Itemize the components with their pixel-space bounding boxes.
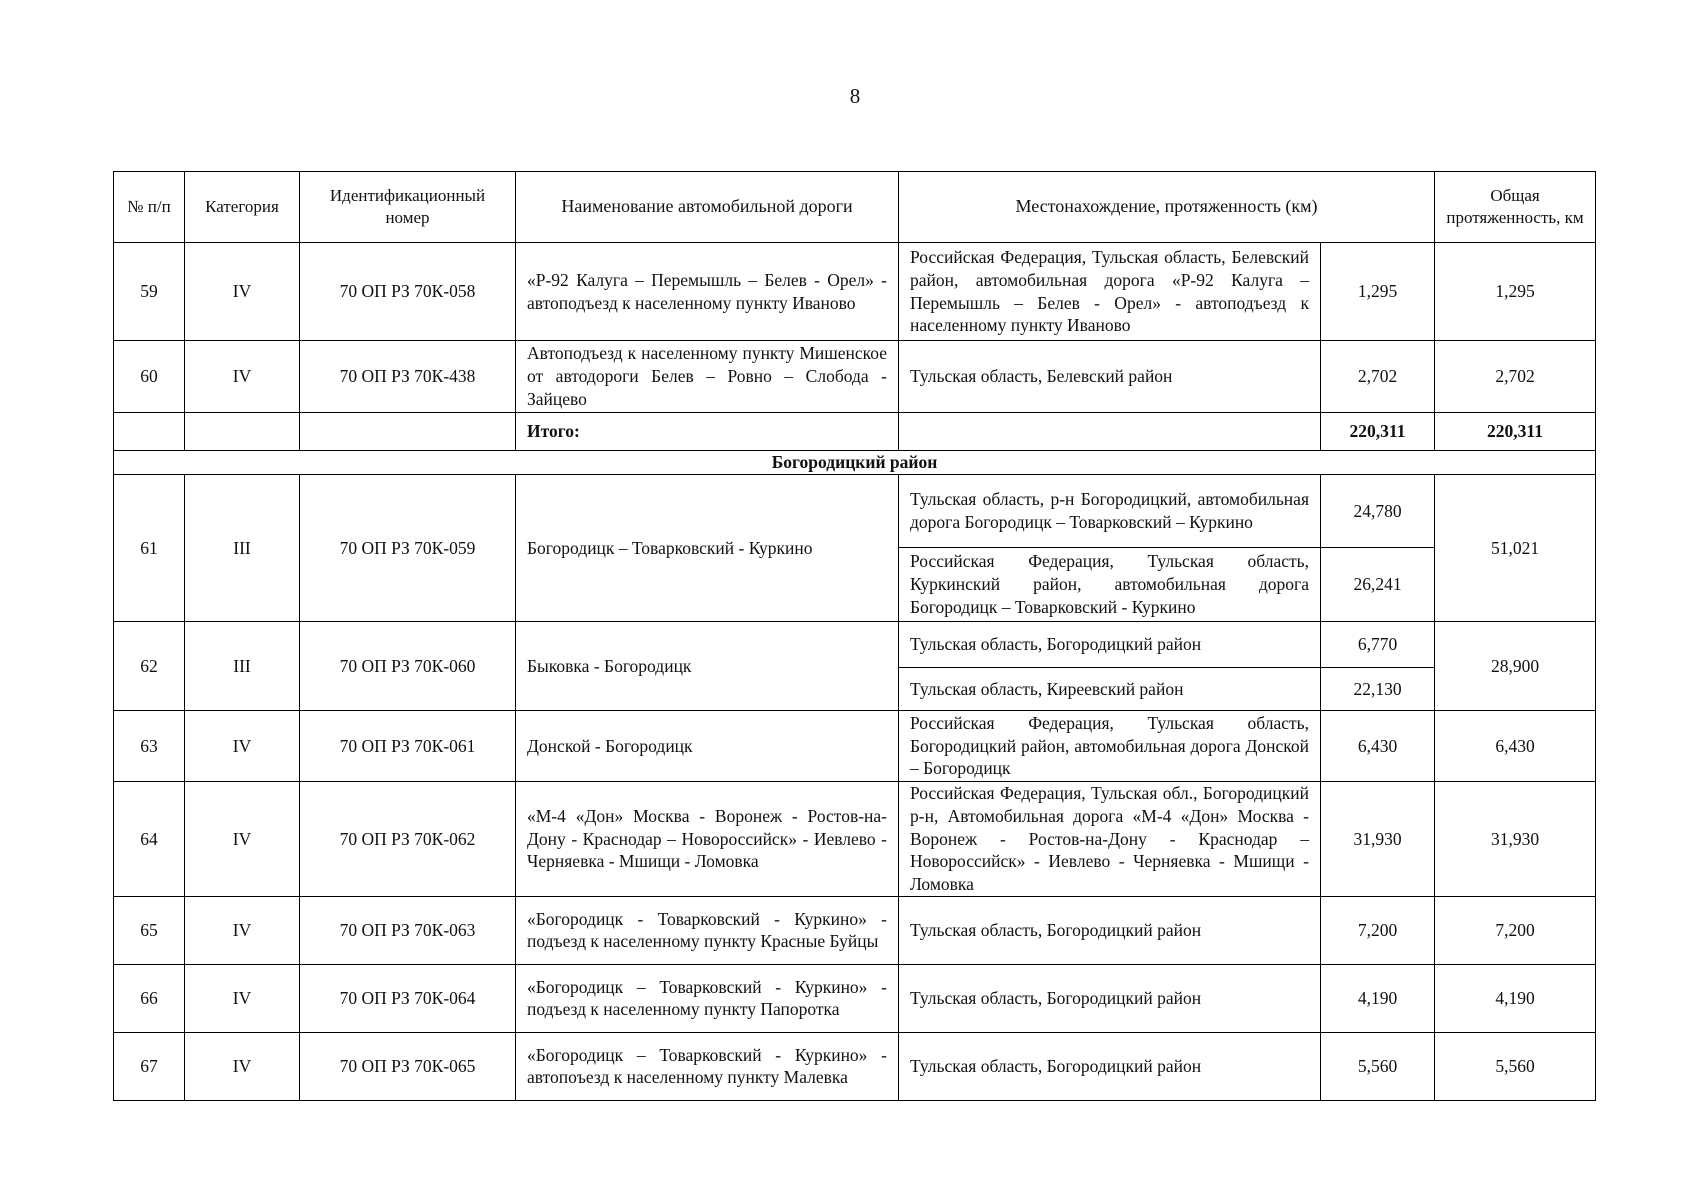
row-km: 6,430: [1321, 711, 1435, 782]
row-name: «Богородицк – Товарковский - Куркино» - подъезд к населенному пункту Папоротка: [516, 964, 899, 1032]
table-row: [114, 964, 1596, 1032]
row-total: 7,200: [1435, 896, 1596, 964]
row-location: Тульская область, Киреевский район: [899, 668, 1321, 711]
row-total: 5,560: [1435, 1032, 1596, 1100]
header-location: Местонахождение, протяженность (км): [899, 172, 1435, 243]
row-total: 51,021: [1435, 475, 1596, 622]
row-num: 67: [114, 1032, 185, 1100]
header-row: [114, 172, 1596, 243]
row-location: Тульская область, Богородицкий район: [899, 622, 1321, 668]
row-id: 70 ОП РЗ 70К-059: [300, 475, 516, 622]
row-km: 5,560: [1321, 1032, 1435, 1100]
row-total: 31,930: [1435, 782, 1596, 897]
row-id: 70 ОП РЗ 70К-058: [300, 243, 516, 341]
subtotal-label: Итого:: [516, 413, 899, 451]
subtotal-km: 220,311: [1321, 413, 1435, 451]
row-location: Тульская область, Богородицкий район: [899, 964, 1321, 1032]
row-category: III: [185, 475, 300, 622]
row-num: 66: [114, 964, 185, 1032]
row-total: 6,430: [1435, 711, 1596, 782]
row-km: 1,295: [1321, 243, 1435, 341]
row-name: «Р-92 Калуга – Перемышль – Белев - Орел» - автоподъезд к населенному пункту Иваново: [516, 243, 899, 341]
row-total: 1,295: [1435, 243, 1596, 341]
header-num: № п/п: [114, 172, 185, 243]
row-location: Тульская область, Белевский район: [899, 341, 1321, 413]
row-name: «Богородицк – Товарковский - Куркино» - автопоъезд к населенному пункту Малевка: [516, 1032, 899, 1100]
row-location: Российская Федерация, Тульская область, Куркинский район, автомобильная дорога Богородицк – Товарковский - Куркино: [899, 548, 1321, 622]
row-km: 22,130: [1321, 668, 1435, 711]
row-category: IV: [185, 341, 300, 413]
header-id: Идентификационный номер: [300, 172, 516, 243]
row-total: 28,900: [1435, 622, 1596, 711]
row-total: 2,702: [1435, 341, 1596, 413]
row-category: IV: [185, 1032, 300, 1100]
row-num: 63: [114, 711, 185, 782]
row-id: 70 ОП РЗ 70К-063: [300, 896, 516, 964]
row-category: IV: [185, 711, 300, 782]
header-total: Общая протяженность, км: [1435, 172, 1596, 243]
row-name: Автоподъезд к населенному пункту Мишенское от автодороги Белев – Ровно – Слобода - Зайцево: [516, 341, 899, 413]
row-num: 61: [114, 475, 185, 622]
row-category: IV: [185, 782, 300, 897]
row-location: Тульская область, р-н Богородицкий, автомобильная дорога Богородицк – Товарковский – Куркино: [899, 475, 1321, 548]
table-row: [114, 243, 1596, 341]
table-row: [114, 622, 1596, 668]
table-row: [114, 341, 1596, 413]
row-category: III: [185, 622, 300, 711]
row-category: IV: [185, 896, 300, 964]
row-id: 70 ОП РЗ 70К-062: [300, 782, 516, 897]
section-row: [114, 451, 1596, 475]
table-row: [114, 1032, 1596, 1100]
row-name: «М-4 «Дон» Москва - Воронеж - Ростов-на-Дону - Краснодар – Новороссийск» - Иевлево - Черняевка - Мшищи - Ломовка: [516, 782, 899, 897]
row-total: 4,190: [1435, 964, 1596, 1032]
row-km: 7,200: [1321, 896, 1435, 964]
table-row: [114, 896, 1596, 964]
row-name: Донской - Богородицк: [516, 711, 899, 782]
row-id: 70 ОП РЗ 70К-064: [300, 964, 516, 1032]
row-num: 64: [114, 782, 185, 897]
row-km: 24,780: [1321, 475, 1435, 548]
row-id: 70 ОП РЗ 70К-065: [300, 1032, 516, 1100]
table-row: [114, 782, 1596, 897]
row-id: 70 ОП РЗ 70К-060: [300, 622, 516, 711]
header-name: Наименование автомобильной дороги: [516, 172, 899, 243]
row-num: 60: [114, 341, 185, 413]
table-row: [114, 475, 1596, 548]
roads-table: [113, 171, 1596, 1101]
row-num: 59: [114, 243, 185, 341]
subtotal-row: [114, 413, 1596, 451]
row-id: 70 ОП РЗ 70К-061: [300, 711, 516, 782]
row-km: 4,190: [1321, 964, 1435, 1032]
row-location: Российская Федерация, Тульская обл., Богородицкий р-н, Автомобильная дорога «М-4 «Дон» Москва - Воронеж - Ростов-на-Дону - Краснодар – Новороссийск» - Иевлево - Черняевка - Мшищи - Ломовка: [899, 782, 1321, 897]
row-category: IV: [185, 243, 300, 341]
row-num: 65: [114, 896, 185, 964]
row-km: 2,702: [1321, 341, 1435, 413]
subtotal-total: 220,311: [1435, 413, 1596, 451]
row-name: «Богородицк - Товарковский - Куркино» - подъезд к населенному пункту Красные Буйцы: [516, 896, 899, 964]
row-location: Тульская область, Богородицкий район: [899, 896, 1321, 964]
row-name: Быковка - Богородицк: [516, 622, 899, 711]
row-category: IV: [185, 964, 300, 1032]
row-location: Российская Федерация, Тульская область, Белевский район, автомобильная дорога «Р-92 Калуга – Перемышль – Белев - Орел» - автоподъезд к населенному пункту Иваново: [899, 243, 1321, 341]
section-title: Богородицкий район: [114, 451, 1596, 475]
table-row: [114, 711, 1596, 782]
row-id: 70 ОП РЗ 70К-438: [300, 341, 516, 413]
header-category: Категория: [185, 172, 300, 243]
row-num: 62: [114, 622, 185, 711]
row-km: 31,930: [1321, 782, 1435, 897]
page-number: 8: [849, 84, 861, 108]
row-location: Российская Федерация, Тульская область, Богородицкий район, автомобильная дорога Донской – Богородицк: [899, 711, 1321, 782]
row-name: Богородицк – Товарковский - Куркино: [516, 475, 899, 622]
row-location: Тульская область, Богородицкий район: [899, 1032, 1321, 1100]
row-km: 6,770: [1321, 622, 1435, 668]
row-km: 26,241: [1321, 548, 1435, 622]
